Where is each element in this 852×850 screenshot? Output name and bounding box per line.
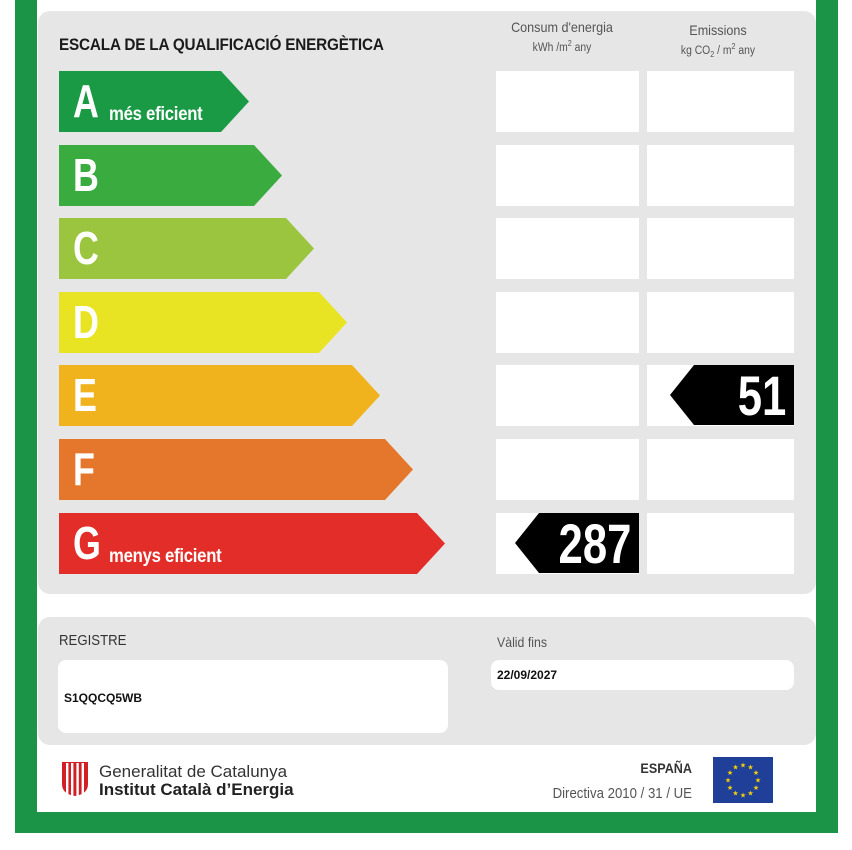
consum-cell: [496, 365, 639, 426]
svg-text:★: ★: [747, 763, 754, 772]
rating-bar-b: [59, 145, 282, 206]
rating-letter: A: [73, 75, 99, 127]
rating-sublabel: més eficient: [109, 104, 203, 125]
svg-text:★: ★: [754, 776, 762, 785]
consum-cell: [496, 145, 639, 206]
svg-text:★: ★: [739, 761, 747, 770]
rating-letter: B: [73, 149, 99, 201]
rating-letter: D: [73, 296, 99, 348]
svg-text:★: ★: [747, 789, 754, 798]
consum-header-unit: kWh $/m^2$ any: [532, 38, 592, 54]
consum-badge-value: 287: [558, 512, 631, 575]
consum-cell: [496, 71, 639, 132]
rating-letter: C: [73, 222, 99, 274]
emissions-header-unit: kg $CO_2 / m^2$ any: [680, 41, 756, 59]
rating-bar-c: [59, 218, 314, 279]
emissions-cell: [647, 145, 794, 206]
consum-header-label: Consum d'energia: [511, 19, 613, 35]
rating-letter: F: [73, 443, 95, 495]
org-line2: Institut Català d’Energia: [99, 780, 294, 799]
emissions-cell: [647, 292, 794, 353]
svg-text:★: ★: [726, 784, 734, 792]
org-line1: Generalitat de Catalunya: [99, 762, 288, 781]
rating-letter: E: [73, 369, 97, 421]
consum-cell: [496, 439, 639, 500]
svg-text:★: ★: [724, 776, 732, 785]
rating-bar-e: [59, 365, 380, 426]
svg-text:★: ★: [732, 789, 739, 798]
consum-cell: [496, 292, 639, 353]
rating-bar-g: [59, 513, 445, 574]
svg-text:★: ★: [732, 763, 739, 772]
emissions-cell: [647, 513, 794, 574]
emissions-badge-value: 51: [737, 364, 786, 427]
emissions-cell: [647, 218, 794, 279]
registre-value: S1QQCQ5WB: [64, 691, 143, 705]
consum-badge: [515, 513, 639, 573]
emissions-header: [652, 22, 783, 60]
country-label: ESPAÑA: [640, 760, 692, 776]
svg-text:★: ★: [752, 784, 760, 792]
emissions-badge: [670, 365, 794, 425]
rating-bar-f: [59, 439, 413, 500]
svg-text:★: ★: [752, 769, 760, 777]
svg-text:★: ★: [739, 791, 747, 800]
consum-header: [499, 19, 625, 55]
svg-text:★: ★: [726, 769, 734, 777]
rating-bar-d: [59, 292, 347, 353]
emissions-header-label: Emissions: [689, 22, 747, 38]
valid-value: 22/09/2027: [497, 668, 558, 682]
rating-sublabel: menys eficient: [109, 546, 222, 567]
valid-label: Vàlid fins: [497, 634, 547, 650]
directive-label: Directiva 2010 / 31 / UE: [552, 785, 692, 802]
scale-title: ESCALA DE LA QUALIFICACIÓ ENERGÈTICA: [59, 35, 384, 54]
emissions-cell: [647, 439, 794, 500]
rating-letter: G: [73, 517, 101, 569]
registre-label: REGISTRE: [59, 632, 127, 649]
generalitat-seal-icon: [60, 760, 90, 797]
rating-bar-a: [59, 71, 249, 132]
eu-flag-icon: [713, 757, 773, 803]
emissions-cell: [647, 71, 794, 132]
consum-cell: [496, 218, 639, 279]
